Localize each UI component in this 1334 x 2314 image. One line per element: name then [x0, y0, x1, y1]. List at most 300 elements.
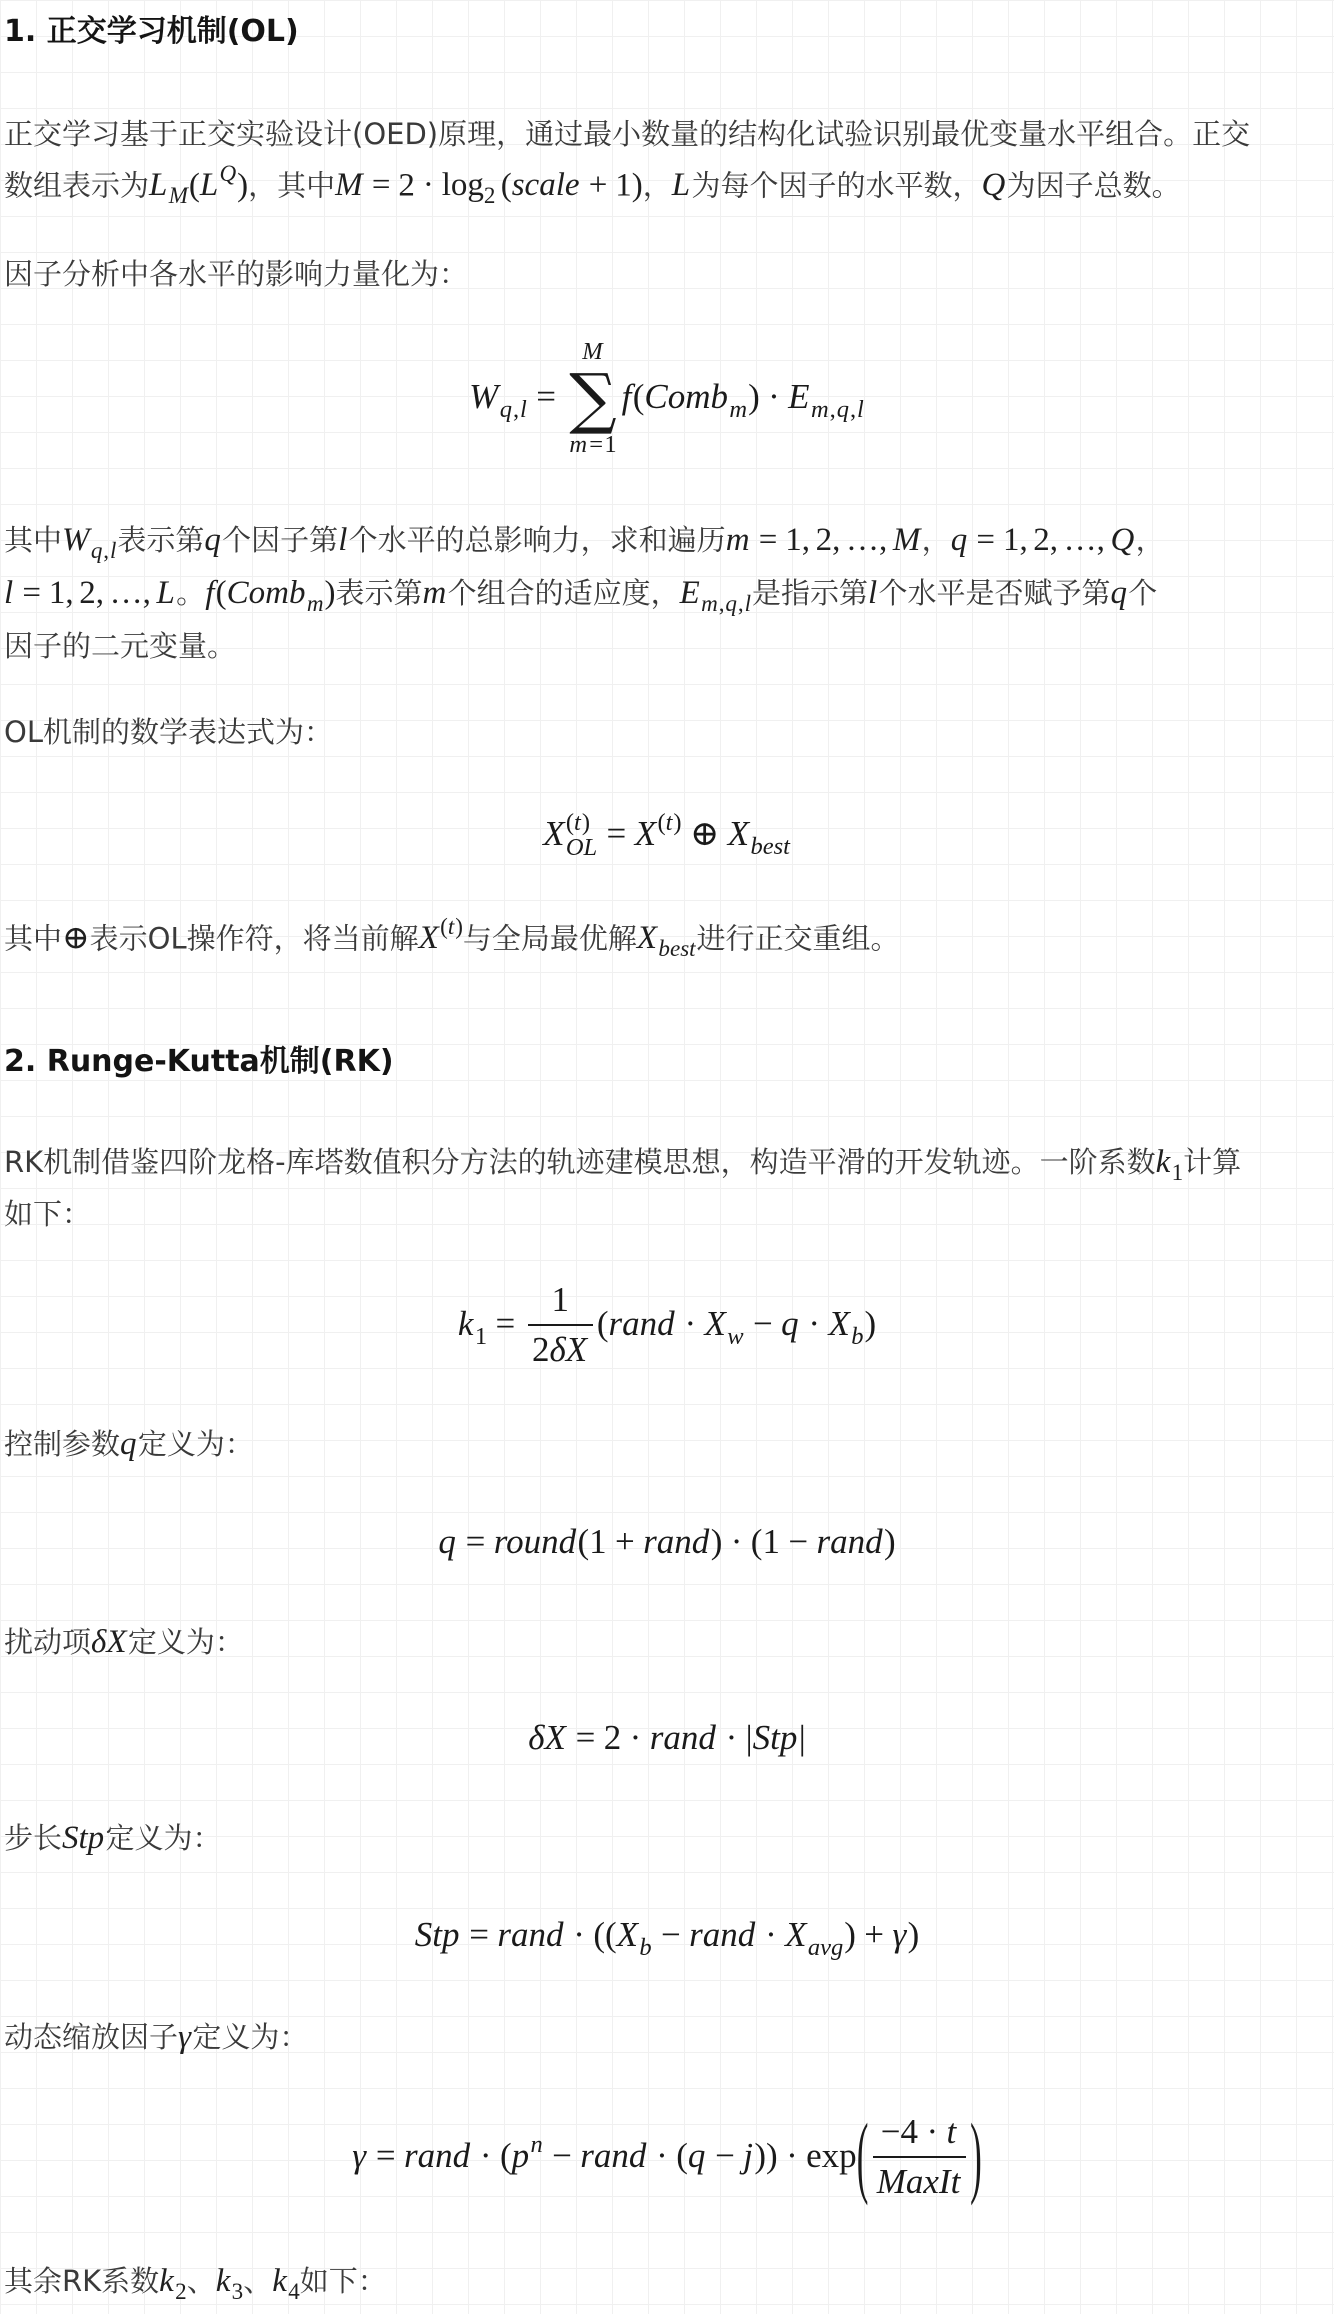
- math-symbol: 1: [1002, 522, 1020, 558]
- math-variable: X: [636, 920, 658, 957]
- text-run: 个: [1128, 576, 1158, 610]
- math-operator: =: [606, 814, 627, 853]
- text-run: 、: [186, 2264, 216, 2298]
- math-symbol: −4: [880, 2111, 919, 2151]
- math-variable: MaxIt: [876, 2162, 961, 2202]
- group-body: [868, 2111, 970, 2203]
- math-operator: −: [715, 2136, 735, 2175]
- script-base: [785, 1914, 808, 1954]
- text-run: 定义为：: [127, 1625, 244, 1659]
- math-scripted: [512, 2132, 544, 2174]
- math-scripted: [543, 810, 598, 861]
- math-scripted: [419, 915, 463, 955]
- math-variable: γ: [178, 2019, 192, 2055]
- remaining-coefficients-lead: [4, 2258, 387, 2305]
- math-operator: =: [589, 431, 604, 459]
- math-scripted: [159, 2263, 187, 2304]
- subscript: [232, 2280, 244, 2304]
- math-scripted: [644, 379, 748, 422]
- math-symbol: ): [907, 1914, 920, 1954]
- math-variable: b: [851, 1322, 864, 1350]
- math-operator: ·: [479, 2136, 492, 2175]
- math-scripted: [704, 1303, 745, 1350]
- math-variable: X: [634, 814, 657, 853]
- math-operator: =: [758, 522, 778, 558]
- script-base: [149, 167, 169, 202]
- math-variable: X: [828, 1303, 850, 1343]
- script-base: [543, 816, 566, 852]
- weight-formula-block: [0, 313, 1334, 483]
- text-run: 定义为：: [192, 2020, 309, 2054]
- math-separator: ,: [801, 522, 811, 558]
- ol-intro-line-1: [4, 111, 1250, 155]
- math-variable: rand: [403, 2136, 471, 2175]
- text-run: 定义为：: [137, 1427, 254, 1461]
- text-run: 进行正交重组。: [696, 921, 900, 956]
- math-separator: ,: [142, 575, 151, 611]
- math-variable: k: [215, 2263, 231, 2299]
- fraction-numerator: [877, 2111, 962, 2157]
- math-scripted: [200, 162, 237, 202]
- math-variable: M: [582, 338, 603, 366]
- subscript: [750, 834, 790, 860]
- script-base: [272, 2263, 288, 2298]
- math-symbol: 2: [1033, 522, 1050, 558]
- math-variable: l: [744, 590, 752, 617]
- math-variable: M: [335, 167, 363, 204]
- math-variable: q: [499, 395, 512, 423]
- math-symbol: ): [673, 808, 682, 836]
- math-symbol: 4: [288, 2278, 300, 2305]
- math-separator: ,: [832, 522, 841, 558]
- math-variable: Comb: [644, 377, 729, 416]
- math-scripted: [149, 167, 189, 208]
- math-variable: X: [616, 1914, 639, 1954]
- math-variable: l: [520, 395, 527, 423]
- q-formula: [438, 1519, 895, 1566]
- math-symbol: 2: [79, 575, 96, 611]
- superscript: [530, 2132, 543, 2158]
- subscript: [566, 835, 598, 861]
- math-operator: +: [615, 1521, 635, 1561]
- stp-lead: [4, 1815, 222, 1859]
- text-run: 数组表示为: [4, 168, 150, 203]
- ol-intro-line-2: [4, 160, 1181, 209]
- script-base: [62, 522, 91, 557]
- script-base: [216, 2263, 232, 2298]
- math-variable: l: [857, 395, 864, 423]
- math-variable: t: [665, 808, 673, 836]
- math-operator: ·: [730, 1521, 743, 1561]
- math-scripted: [442, 167, 496, 208]
- text-run: 其中: [4, 523, 63, 557]
- math-variable: best: [750, 832, 790, 860]
- math-scripted: [785, 1914, 844, 1961]
- math-variable: Q: [219, 160, 237, 186]
- math-symbol: 1: [589, 1521, 607, 1561]
- math-symbol: 1: [474, 1322, 488, 1350]
- math-symbol: (: [657, 808, 666, 836]
- math-operator: ·: [808, 1303, 821, 1343]
- weight-desc-line-1: [4, 517, 1165, 564]
- script-base: [442, 167, 484, 202]
- summation: [569, 338, 616, 458]
- subscript: [484, 184, 496, 208]
- math-symbol: ): [631, 167, 643, 204]
- math-variable: M: [168, 182, 188, 209]
- script-base: [704, 1303, 728, 1343]
- math-variable: q: [950, 522, 968, 558]
- math-symbol: 2: [175, 2278, 187, 2305]
- script-base: [616, 1914, 640, 1954]
- math-operator: =: [371, 167, 391, 204]
- math-separator: ,: [1049, 522, 1059, 558]
- stp-formula-block: [0, 1906, 1334, 1966]
- math-variable: l: [338, 522, 348, 558]
- math-operator: =: [375, 2136, 396, 2175]
- delta-x-lead: [4, 1619, 244, 1663]
- math-variable: L: [149, 167, 168, 204]
- math-scripted: [272, 2263, 300, 2304]
- math-operator: +: [864, 1914, 885, 1954]
- text-run: 表示第: [117, 523, 205, 557]
- script-base: [419, 920, 440, 955]
- subscript: [1172, 1161, 1184, 1185]
- math-symbol: 2: [815, 522, 833, 558]
- subscript: [727, 1324, 744, 1350]
- math-variable: rand: [497, 1914, 564, 1954]
- ol-desc-line: [4, 913, 900, 962]
- math-variable: q: [725, 590, 737, 617]
- math-variable: k: [159, 2263, 174, 2299]
- math-scripted: [469, 379, 528, 422]
- math-variable: q: [1110, 575, 1127, 611]
- text-run: 为因子总数。: [1006, 168, 1181, 203]
- math-variable: n: [530, 2130, 543, 2158]
- math-operator: =: [575, 1717, 596, 1757]
- math-operator: =: [976, 522, 996, 558]
- math-scripted: [1156, 1144, 1184, 1185]
- math-variable: round: [493, 1521, 577, 1561]
- math-symbol: (: [215, 575, 227, 611]
- math-operator: =: [22, 575, 42, 611]
- math-variable: rand: [643, 1521, 710, 1561]
- script-base: [680, 575, 701, 610]
- math-operator: ·: [786, 2136, 798, 2175]
- math-variable: Q: [981, 167, 1006, 204]
- math-separator: ,: [103, 537, 110, 564]
- math-variable: w: [727, 1322, 744, 1350]
- subscript: [175, 2280, 187, 2304]
- math-symbol: 2: [483, 182, 496, 209]
- gamma-lead: [4, 2014, 308, 2058]
- text-run: 是指示第: [751, 576, 868, 610]
- math-variable: δX: [528, 1717, 566, 1757]
- text-run: ，: [1135, 523, 1165, 557]
- math-operator: =: [495, 1303, 516, 1343]
- math-scripted: [788, 379, 865, 422]
- math-scripted: [637, 920, 697, 961]
- math-variable: m: [422, 575, 447, 611]
- math-variable: scale: [511, 167, 580, 204]
- math-variable: m: [569, 431, 588, 459]
- math-symbol: ): [237, 167, 249, 204]
- subscript: [639, 1935, 652, 1961]
- math-variable: l: [867, 575, 878, 611]
- math-symbol: 1: [1171, 1159, 1184, 1186]
- math-symbol: 2: [603, 1717, 622, 1757]
- math-operator: ·: [765, 1914, 777, 1954]
- math-symbol: ((: [593, 1914, 617, 1954]
- math-operator: =: [465, 1521, 486, 1561]
- math-variable: E: [679, 575, 700, 611]
- script-base: [788, 379, 811, 415]
- math-symbol: (: [676, 2136, 688, 2175]
- math-symbol: …: [109, 575, 143, 611]
- math-variable: q: [120, 1426, 137, 1462]
- math-separator: ,: [512, 395, 520, 423]
- math-symbol: |: [745, 1717, 753, 1757]
- text-run: 表示OL操作符，将当前解: [89, 921, 419, 956]
- script-stack: [566, 810, 598, 861]
- weight-desc-line-2: [4, 570, 1158, 617]
- math-scripted: [728, 816, 791, 859]
- subscript: [475, 1324, 487, 1350]
- math-variable: best: [658, 935, 696, 962]
- math-variable: l: [4, 575, 14, 611]
- weight-formula: [469, 338, 865, 458]
- section-2-heading: 2. Runge-Kutta机制(RK): [4, 1044, 394, 1079]
- q-formula-block: [0, 1512, 1334, 1572]
- delta-x-formula: [528, 1715, 806, 1762]
- math-symbol: 1: [785, 522, 802, 558]
- subscript: [288, 2280, 300, 2304]
- text-run: ，: [642, 168, 672, 203]
- math-symbol: ): [581, 808, 590, 836]
- ol-formula-block: [0, 805, 1334, 865]
- script-base: [457, 1303, 475, 1343]
- math-symbol: (: [565, 808, 575, 836]
- math-symbol: ): [883, 1521, 896, 1561]
- math-symbol: …: [1063, 522, 1097, 558]
- superscript: [566, 810, 590, 836]
- text-run: 因子分析中各水平的影响力量化为：: [4, 257, 469, 291]
- rk-intro-line-1: [4, 1139, 1242, 1186]
- text-run: ，: [921, 523, 951, 557]
- script-base: [512, 2138, 531, 2174]
- ol-expression-lead: [4, 709, 333, 753]
- math-variable: m: [306, 590, 324, 617]
- math-variable: X: [704, 1303, 726, 1343]
- math-operator: −: [661, 1914, 681, 1954]
- math-symbol: (: [750, 1521, 763, 1561]
- math-operator: −: [552, 2136, 572, 2175]
- math-separator: ,: [879, 522, 888, 558]
- factor-analysis-lead: [4, 251, 468, 295]
- script-base: [635, 816, 658, 852]
- script-base: [200, 167, 220, 202]
- math-scripted: [227, 575, 325, 616]
- math-scripted: [457, 1303, 488, 1350]
- text-run: 与全局最优解: [462, 921, 637, 956]
- math-symbol: 1: [615, 167, 632, 204]
- math-scripted: [62, 522, 117, 563]
- math-symbol: (: [500, 167, 512, 204]
- math-symbol: (: [499, 2136, 512, 2175]
- fraction-numerator: [547, 1279, 573, 1325]
- math-variable: m: [701, 590, 718, 617]
- text-run: 正交学习基于正交实验设计(OED)原理，通过最小数量的结构化试验识别最优变量水平组合。正交: [4, 117, 1251, 151]
- math-variable: OL: [565, 834, 598, 861]
- math-operator: ·: [768, 377, 780, 416]
- math-variable: rand: [608, 1303, 675, 1343]
- subscript: [811, 397, 865, 423]
- delta-x-formula-block: [0, 1708, 1334, 1768]
- math-operator: ·: [656, 2136, 668, 2175]
- math-symbol: ⊕: [62, 920, 90, 957]
- math-symbol: (: [596, 1303, 609, 1343]
- math-separator: ,: [718, 590, 725, 617]
- math-scripted: [680, 575, 752, 616]
- superscript: [440, 915, 463, 939]
- math-operator: ·: [684, 1303, 697, 1343]
- math-symbol: )): [754, 2136, 778, 2175]
- math-operator: ·: [422, 167, 434, 204]
- math-variable: m: [729, 395, 748, 423]
- math-variable: L: [671, 167, 691, 204]
- script-base: [828, 1303, 851, 1343]
- math-symbol: 1: [604, 431, 617, 459]
- math-separator: ,: [65, 575, 74, 611]
- text-run: 、: [243, 2264, 273, 2298]
- math-operator: ·: [926, 2111, 939, 2151]
- math-variable: L: [199, 167, 219, 204]
- math-separator: ,: [1096, 522, 1105, 558]
- math-variable: j: [743, 2136, 753, 2175]
- text-run: 个水平的总影响力，求和遍历: [348, 523, 726, 557]
- math-symbol: 3: [231, 2278, 244, 2305]
- math-variable: γ: [352, 2136, 367, 2175]
- subscript: [658, 937, 696, 961]
- math-variable: k: [1155, 1144, 1171, 1180]
- superscript: [220, 162, 238, 186]
- fraction: [528, 1279, 593, 1371]
- math-operator: ⊕: [689, 814, 720, 853]
- math-variable: W: [62, 522, 90, 558]
- text-run: 定义为：: [105, 1821, 222, 1855]
- script-base: [728, 816, 751, 852]
- text-run: 个因子第: [222, 523, 339, 557]
- math-separator: ,: [1019, 522, 1028, 558]
- text-run: ，其中: [248, 168, 336, 203]
- math-separator: ,: [849, 395, 857, 423]
- math-variable: X: [543, 814, 565, 853]
- math-symbol: 2: [531, 1330, 550, 1370]
- math-variable: X: [418, 920, 439, 957]
- math-variable: rand: [689, 1914, 756, 1954]
- subscript: [851, 1324, 864, 1350]
- math-variable: f: [205, 575, 215, 611]
- script-base: [1156, 1144, 1172, 1179]
- text-run: 表示第: [335, 576, 423, 610]
- text-run: 计算: [1183, 1145, 1242, 1179]
- math-variable: W: [469, 377, 499, 416]
- math-variable: t: [574, 808, 581, 836]
- math-symbol: (: [577, 1521, 590, 1561]
- text-run: 为每个因子的水平数，: [691, 168, 982, 203]
- math-function: exp: [806, 2136, 857, 2175]
- math-scripted: [616, 1914, 653, 1961]
- math-operator: ·: [725, 1717, 738, 1757]
- math-operator: ·: [573, 1914, 585, 1954]
- math-symbol: (: [632, 377, 645, 416]
- math-variable: rand: [649, 1717, 716, 1757]
- math-variable: X: [727, 814, 750, 853]
- stp-formula: [415, 1912, 920, 1960]
- math-variable: k: [272, 2263, 287, 2299]
- math-variable: Stp: [62, 1820, 105, 1856]
- gamma-formula: [352, 2105, 982, 2208]
- math-variable: rand: [580, 2136, 647, 2175]
- math-operator: ·: [629, 1717, 642, 1757]
- math-variable: E: [788, 377, 810, 416]
- subscript: [169, 184, 189, 208]
- fraction: [873, 2111, 966, 2203]
- math-symbol: ): [748, 377, 760, 416]
- math-variable: q: [836, 395, 849, 423]
- math-variable: q: [781, 1303, 799, 1343]
- math-variable: p: [511, 2136, 530, 2175]
- close-paren: ): [970, 2105, 982, 2208]
- math-variable: l: [110, 537, 117, 564]
- text-run: 其中: [4, 921, 63, 956]
- math-operator: −: [752, 1303, 773, 1343]
- math-symbol: ): [864, 1303, 877, 1343]
- math-symbol: 1: [762, 1521, 780, 1561]
- math-symbol: …: [846, 522, 879, 558]
- math-variable: L: [156, 575, 175, 611]
- math-variable: Comb: [226, 575, 306, 611]
- math-variable: q: [90, 537, 103, 564]
- math-variable: q: [438, 1521, 456, 1561]
- math-scripted: [635, 810, 682, 852]
- math-variable: γ: [892, 1914, 907, 1954]
- math-symbol: ): [844, 1914, 856, 1954]
- text-run: 个水平是否赋予第: [878, 576, 1111, 610]
- ol-formula: [543, 810, 791, 861]
- text-run: 控制参数: [4, 1427, 121, 1461]
- weight-desc-line-3: [4, 623, 236, 667]
- text-run: OL机制的数学表达式为：: [4, 715, 333, 749]
- math-variable: avg: [807, 1933, 844, 1961]
- k1-formula: [458, 1279, 876, 1371]
- text-run: 。: [176, 576, 206, 610]
- parenthesized-group: [856, 2105, 982, 2208]
- text-run: 其余RK系数: [4, 2264, 160, 2298]
- section-1-heading: 1. 正交学习机制(OL): [4, 14, 299, 49]
- math-variable: t: [447, 913, 455, 939]
- math-variable: X: [785, 1914, 807, 1954]
- gamma-formula-block: [0, 2092, 1334, 2222]
- math-variable: t: [946, 2111, 957, 2151]
- math-symbol: 1: [48, 575, 66, 611]
- text-run: 如下：: [299, 2264, 387, 2298]
- text-run: 个组合的适应度，: [447, 576, 680, 610]
- math-variable: rand: [816, 1521, 883, 1561]
- k1-formula-block: [0, 1265, 1334, 1385]
- math-operator: −: [788, 1521, 809, 1561]
- math-symbol: ): [324, 575, 336, 611]
